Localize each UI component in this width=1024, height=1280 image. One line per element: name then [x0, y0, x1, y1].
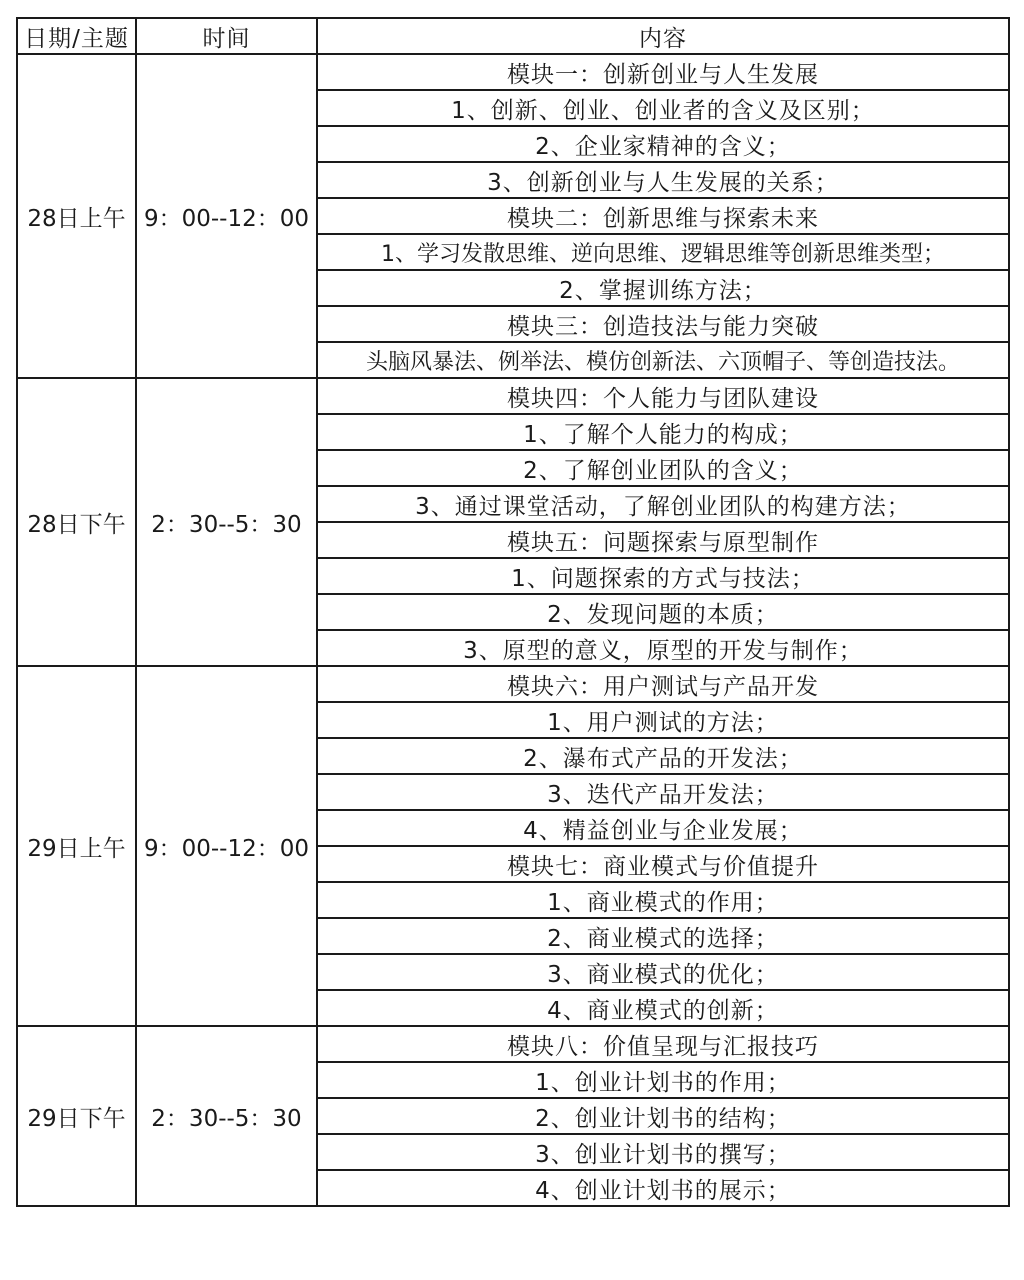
module-title: 模块六：用户测试与产品开发: [317, 666, 1009, 702]
content-item: 头脑风暴法、例举法、模仿创新法、六顶帽子、等创造技法。: [317, 342, 1009, 378]
content-item: 1、创新、创业、创业者的含义及区别；: [317, 90, 1009, 126]
content-item: 3、创业计划书的撰写；: [317, 1134, 1009, 1170]
session-date: 29日上午: [17, 666, 136, 1026]
content-item: 3、商业模式的优化；: [317, 954, 1009, 990]
table-row: [17, 666, 1009, 702]
content-item: 1、学习发散思维、逆向思维、逻辑思维等创新思维类型；: [317, 234, 1009, 270]
module-title: 模块七：商业模式与价值提升: [317, 846, 1009, 882]
module-title: 模块八：价值呈现与汇报技巧: [317, 1026, 1009, 1062]
content-item: 3、原型的意义，原型的开发与制作；: [317, 630, 1009, 666]
module-title: 模块一：创新创业与人生发展: [317, 54, 1009, 90]
content-item: 2、企业家精神的含义；: [317, 126, 1009, 162]
module-title: 模块三：创造技法与能力突破: [317, 306, 1009, 342]
header-row: [17, 18, 1009, 54]
content-item: 2、创业计划书的结构；: [317, 1098, 1009, 1134]
table-row: [17, 54, 1009, 90]
content-item: 3、迭代产品开发法；: [317, 774, 1009, 810]
header-time: 时间: [136, 18, 317, 54]
session-date: 28日上午: [17, 54, 136, 378]
content-item: 4、创业计划书的展示；: [317, 1170, 1009, 1206]
session-time: 9：00--12：00: [136, 666, 317, 1026]
table-row: [17, 1026, 1009, 1062]
content-item: 2、了解创业团队的含义；: [317, 450, 1009, 486]
header-date: 日期/主题: [17, 18, 136, 54]
content-item: 1、了解个人能力的构成；: [317, 414, 1009, 450]
content-item: 1、创业计划书的作用；: [317, 1062, 1009, 1098]
table-row: [17, 378, 1009, 414]
session-time: 2：30--5：30: [136, 378, 317, 666]
module-title: 模块五：问题探索与原型制作: [317, 522, 1009, 558]
session-time: 2：30--5：30: [136, 1026, 317, 1206]
module-title: 模块四：个人能力与团队建设: [317, 378, 1009, 414]
content-item: 2、商业模式的选择；: [317, 918, 1009, 954]
header-content: 内容: [317, 18, 1009, 54]
content-item: 4、商业模式的创新；: [317, 990, 1009, 1026]
content-item: 3、通过课堂活动，了解创业团队的构建方法；: [317, 486, 1009, 522]
content-item: 2、瀑布式产品的开发法；: [317, 738, 1009, 774]
table-body: [17, 54, 1009, 1206]
content-item: 4、精益创业与企业发展；: [317, 810, 1009, 846]
content-item: 2、发现问题的本质；: [317, 594, 1009, 630]
content-item: 1、商业模式的作用；: [317, 882, 1009, 918]
content-item: 1、问题探索的方式与技法；: [317, 558, 1009, 594]
content-item: 2、掌握训练方法；: [317, 270, 1009, 306]
session-time: 9：00--12：00: [136, 54, 317, 378]
session-date: 28日下午: [17, 378, 136, 666]
schedule-table: [16, 17, 1010, 1207]
table-header: [17, 18, 1009, 54]
module-title: 模块二：创新思维与探索未来: [317, 198, 1009, 234]
content-item: 3、创新创业与人生发展的关系；: [317, 162, 1009, 198]
content-item: 1、用户测试的方法；: [317, 702, 1009, 738]
session-date: 29日下午: [17, 1026, 136, 1206]
